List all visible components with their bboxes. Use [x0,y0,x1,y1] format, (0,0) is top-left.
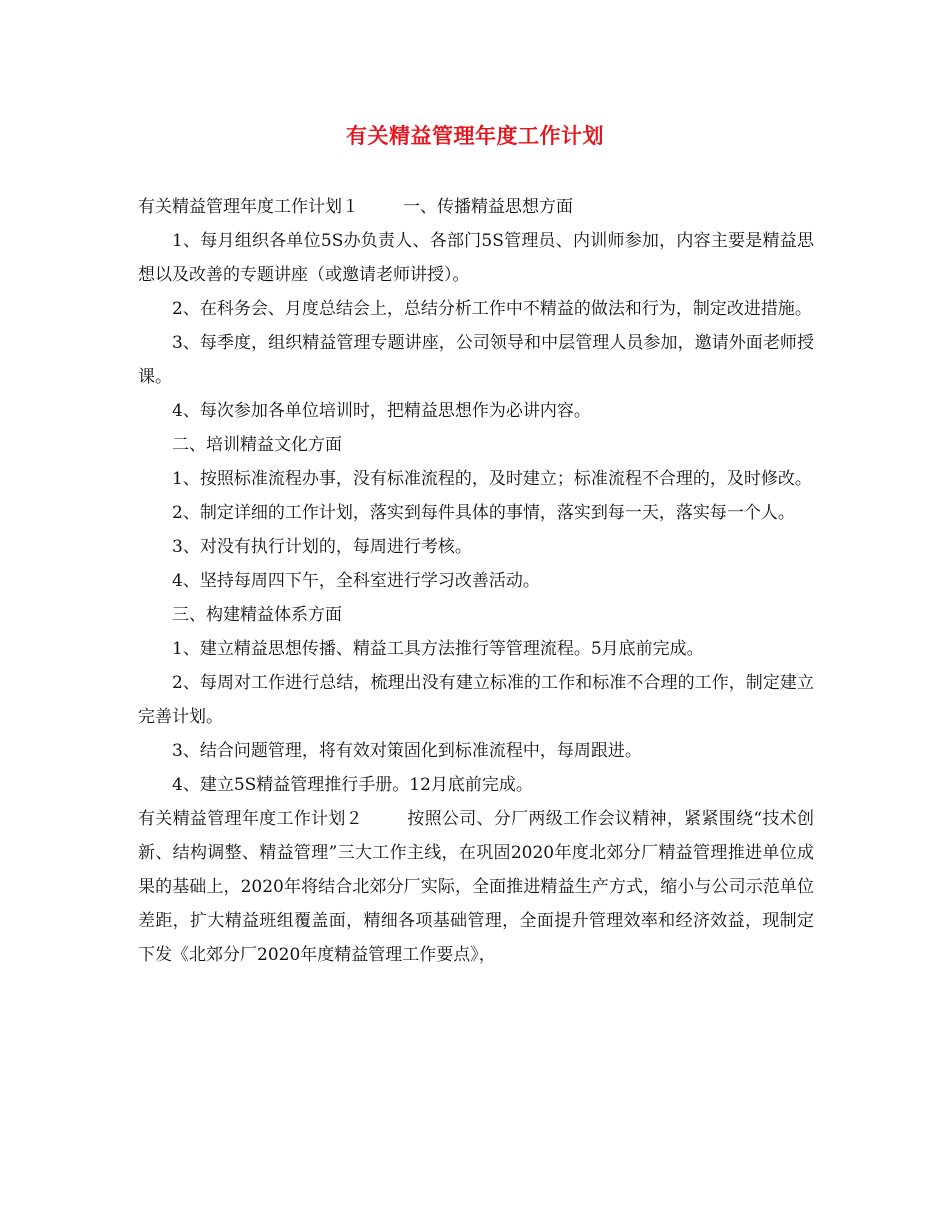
paragraph-plan-2 [138,802,814,972]
paragraph: 2、制定详细的工作计划，落实到每件具体的事情，落实到每一天，落实每一个人。 [172,503,795,523]
paragraph: 3、每季度，组织精益管理专题讲座，公司领导和中层管理人员参加，邀请外面老师授课。 [138,333,814,387]
paragraph: 2、在科务会、月度总结会上，总结分析工作中不精益的做法和行为，制定改进措施。 [172,299,812,319]
plan-1-label: 有关精益管理年度工作计划１ [138,197,359,217]
plan-2-label: 有关精益管理年度工作计划２ [138,809,363,829]
section-1-heading: 一、传播精益思想方面 [403,197,573,217]
document-body [138,190,814,972]
paragraph: 3、结合问题管理，将有效对策固化到标准流程中，每周跟进。 [172,741,642,761]
paragraph: 3、对没有执行计划的，每周进行考核。 [172,537,472,557]
plan-2-body: 按照公司、分厂两级工作会议精神，紧紧围绕“技术创新、结构调整、精益管理”三大工作主线，在巩固2020年度北郊分厂精益管理推进单位成果的基础上，2020年将结合北郊分厂实际，全面推进精益生产方式，缩小与公司示范单位差距，扩大精益班组覆盖面，精细各项基础管理，全面提升管理效率和经济效益，现制定下发《北郊分厂2020年度精益管理工作要点》， [138,809,814,965]
document-title: 有关精益管理年度工作计划 [346,124,604,148]
paragraph: 4、建立5S精益管理推行手册。12月底前完成。 [172,775,533,795]
section-2-heading: 二、培训精益文化方面 [172,435,342,455]
paragraph-plan-1-heading [138,190,814,224]
paragraph: 2、每周对工作进行总结，梳理出没有建立标准的工作和标准不合理的工作，制定建立完善计划。 [138,673,814,727]
paragraph: 4、坚持每周四下午，全科室进行学习改善活动。 [172,571,540,591]
paragraph: 1、按照标准流程办事，没有标准流程的，及时建立；标准流程不合理的，及时修改。 [172,469,812,489]
paragraph: 4、每次参加各单位培训时，把精益思想作为必讲内容。 [172,401,591,421]
paragraph: 1、每月组织各单位5S办负责人、各部门5S管理员、内训师参加，内容主要是精益思想以及改善的专题讲座（或邀请老师讲授）。 [138,231,814,285]
paragraph: 1、建立精益思想传播、精益工具方法推行等管理流程。5月底前完成。 [172,639,704,659]
section-3-heading: 三、构建精益体系方面 [172,605,342,625]
